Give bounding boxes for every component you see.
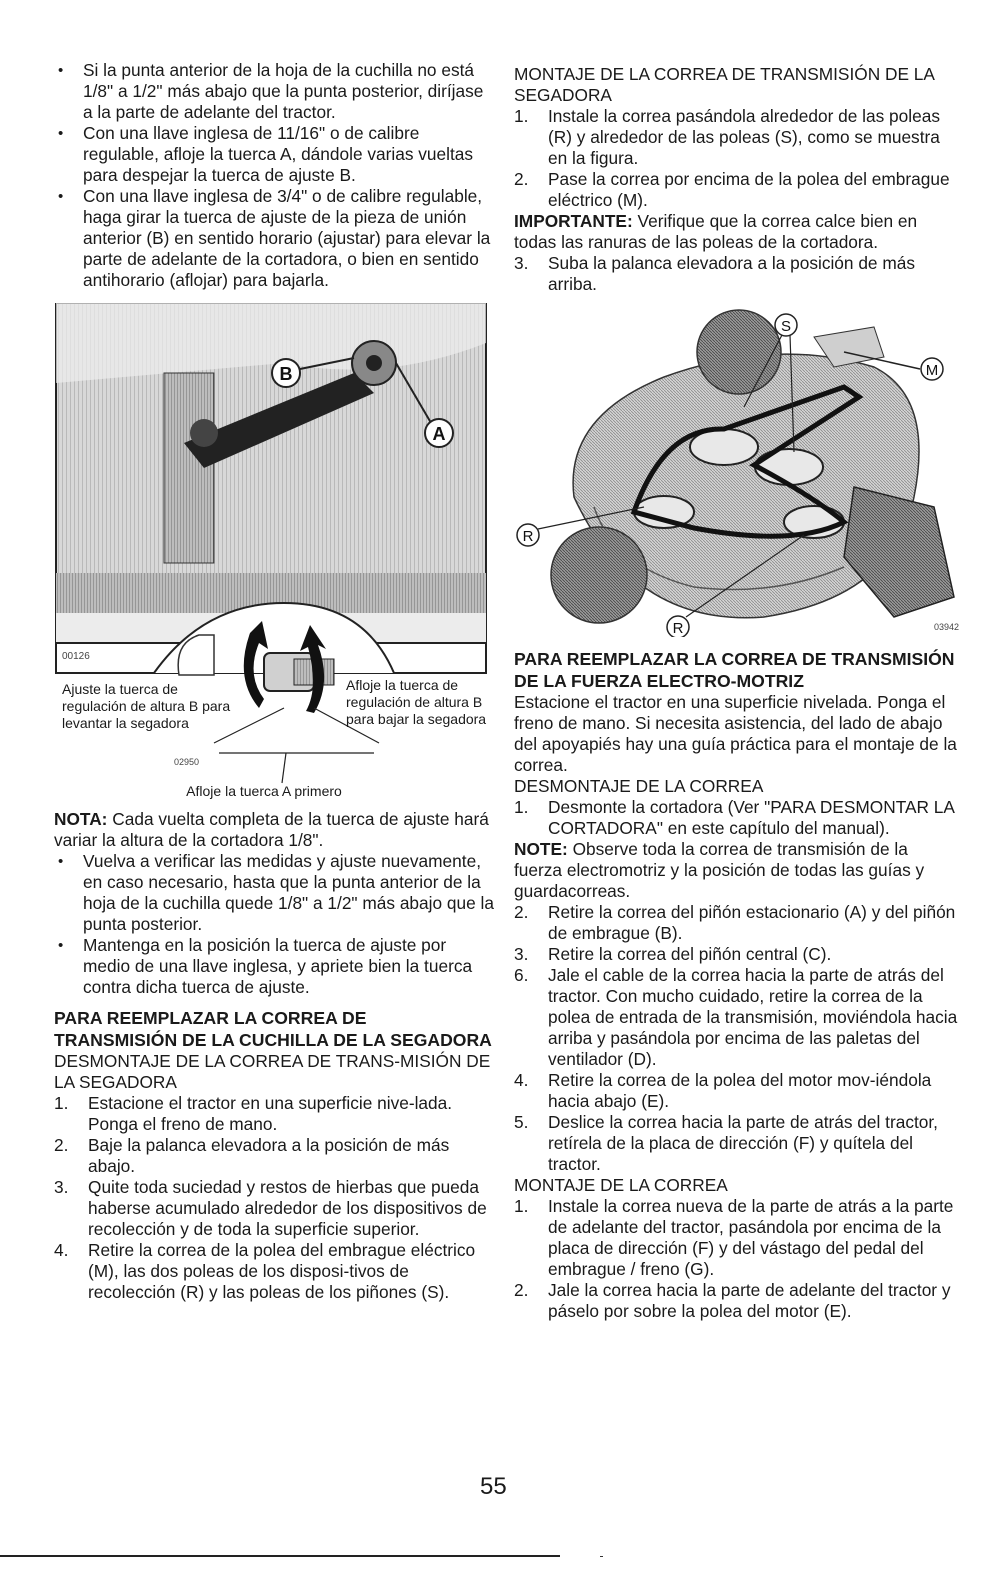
- list-item: 1. Desmonte la cortadora (Ver "PARA DESMONTAR LA CORTADORA" en este capítulo del manual).: [514, 797, 954, 838]
- callout-s: S: [780, 318, 792, 335]
- subheading-blade-belt-removal: DESMONTAJE DE LA CORREA DE TRANS-MISIÓN DE LA SEGADORA: [54, 1051, 491, 1092]
- callout-m: M: [925, 362, 939, 379]
- footer-mark: [600, 1556, 603, 1557]
- figure-code-inset: 02950: [174, 757, 200, 767]
- list-item: 3. Suba la palanca elevadora a la posición de más arriba.: [514, 253, 915, 294]
- list-item: • Si la punta anterior de la hoja de la cuchilla no está 1/8" a 1/2" más abajo que la punta posterior, diríjase a la parte de adelante del tractor.: [54, 60, 494, 123]
- bullet-list-top: [54, 60, 494, 291]
- list-item: 2. Baje la palanca elevadora a la posición de más abajo.: [54, 1135, 450, 1176]
- list-item: 2. Jale la correa hacia la parte de adelante del tractor y páselo por sobre la polea del motor (E).: [514, 1280, 951, 1321]
- steps-pto-removal: [514, 797, 960, 839]
- list-item: 4. Retire la correa de la polea del embrague eléctrico (M), las dos poleas de los disposi-tivos de recolección (R) y las poleas de los piñones (S).: [54, 1240, 476, 1302]
- nota-text: Cada vuelta completa de la tuerca de ajuste hará variar la altura de la cortadora 1/8".: [54, 809, 489, 850]
- figure-mower-deck: [514, 297, 960, 637]
- page-number: 55: [480, 1473, 507, 1500]
- left-column: [54, 60, 494, 1303]
- list-item: 5. Deslice la correa hacia la parte de atrás del tractor, retírela de la placa de dirección (F) y quítela del tractor.: [514, 1112, 938, 1174]
- list-item: 2. Pase la correa por encima de la polea del embrague eléctrico (M).: [514, 169, 950, 210]
- figure-code-top: 00126: [62, 651, 90, 662]
- bullet-list-mid: [54, 851, 494, 998]
- list-item: 3. Retire la correa del piñón central (C).: [514, 944, 832, 964]
- figure-height-adjustment: [54, 303, 494, 801]
- nota-label: NOTA:: [54, 809, 108, 829]
- caption-raise: Ajuste la tuerca de regulación de altura B para levantar la segadora: [62, 681, 231, 731]
- section-heading-blade-belt: PARA REEMPLAZAR LA CORREA DE TRANSMISIÓN DE LA CUCHILLA DE LA SEGADORA: [54, 1008, 492, 1050]
- list-item: 2. Retire la correa del piñón estacionario (A) y del piñón de embrague (B).: [514, 902, 956, 943]
- note-paragraph: [514, 839, 960, 902]
- list-item: • Con una llave inglesa de 3/4" o de calibre regulable, haga girar la tuerca de ajuste de la pieza de unión anterior (B) en sentido horario (ajustar) para elevar la parte de adelante de la cortadora, o bien en sentido antihorario (aflojar) para bajarla.: [54, 186, 494, 291]
- caption-first: Afloje la tuerca A primero: [186, 783, 342, 799]
- list-item: 6. Jale el cable de la correa hacia la parte de atrás del tractor. Con mucho cuidado, retire la correa de la polea de entrada de la transmisión, moviéndola hacia arriba y pasándola por encima de las paletas del ventilador (D).: [514, 965, 958, 1069]
- list-item: 1. Instale la correa nueva de la parte de atrás a la parte de adelante del tractor, pasándola por encima de la placa de dirección (F) y del vástago del pedal del embrague / freno (G).: [514, 1196, 954, 1279]
- list-item: 1. Estacione el tractor en una superficie nive-lada. Ponga el freno de mano.: [54, 1093, 453, 1134]
- importante-text: Verifique que la correa calce bien en todas las ranuras de las poleas de la cortadora.: [514, 211, 918, 252]
- list-item: 1. Instale la correa pasándola alrededor de las poleas (R) y alrededor de las poleas (S), como se muestra en la figura.: [514, 106, 940, 168]
- pto-intro: Estacione el tractor en una superficie nivelada. Ponga el freno de mano. Si necesita asistencia, del lado de abajo del apoyapiés hay una guía práctica para el montaje de la correa.: [514, 692, 957, 775]
- steps-pto-install: [514, 1196, 960, 1322]
- subheading-blade-belt-install: MONTAJE DE LA CORREA DE TRANSMISIÓN DE LA SEGADORA: [514, 64, 934, 105]
- caption-lower: Afloje la tuerca de regulación de altura B para bajar la segadora: [346, 677, 487, 727]
- list-item: • Con una llave inglesa de 11/16" o de calibre regulable, afloje la tuerca A, dándole varias vueltas para despejar la tuerca de ajuste B.: [54, 123, 494, 186]
- footer-rule: [0, 1555, 560, 1557]
- importante-label: IMPORTANTE:: [514, 211, 633, 231]
- steps-pto-removal-cont: [514, 902, 960, 1175]
- list-item: • Mantenga en la posición la tuerca de ajuste por medio de una llave inglesa, y apriete bien la tuerca contra dicha tuerca de ajuste.: [54, 935, 494, 998]
- figure-code: 03942: [934, 622, 960, 632]
- list-item: 4. Retire la correa de la polea del motor mov-iéndola hacia abajo (E).: [514, 1070, 932, 1111]
- nota-paragraph: [54, 809, 494, 851]
- steps-blade-belt-removal: [54, 1093, 494, 1303]
- note-text: Observe toda la correa de transmisión de la fuerza electromotriz y la posición de todas las guías y guardacorreas.: [514, 839, 925, 901]
- note-label: NOTE:: [514, 839, 568, 859]
- importante-paragraph: [514, 211, 960, 253]
- callout-r-bottom: R: [672, 620, 684, 637]
- section-heading-pto-belt: PARA REEMPLAZAR LA CORREA DE TRANSMISIÓN DE LA FUERZA ELECTRO-MOTRIZ: [514, 649, 955, 691]
- subheading-belt-install: MONTAJE DE LA CORREA: [514, 1175, 728, 1195]
- callout-b: B: [279, 364, 293, 384]
- list-item: 3. Quite toda suciedad y restos de hierbas que pueda haberse acumulado alrededor de los dispositivos de recolección y de toda la superficie superior.: [54, 1177, 487, 1239]
- steps-blade-belt-install-cont: [514, 253, 960, 295]
- callout-r-left: R: [522, 528, 534, 545]
- figure-mower-deck-illustration: [514, 297, 960, 637]
- right-column: [514, 64, 960, 1322]
- subheading-belt-removal: DESMONTAJE DE LA CORREA: [514, 776, 764, 796]
- list-item: • Vuelva a verificar las medidas y ajuste nuevamente, en caso necesario, hasta que la punta anterior de la hoja de la cuchilla quede 1/8" a 1/2" más abajo que la punta posterior.: [54, 851, 494, 935]
- callout-a: A: [432, 424, 446, 444]
- steps-blade-belt-install: [514, 106, 960, 211]
